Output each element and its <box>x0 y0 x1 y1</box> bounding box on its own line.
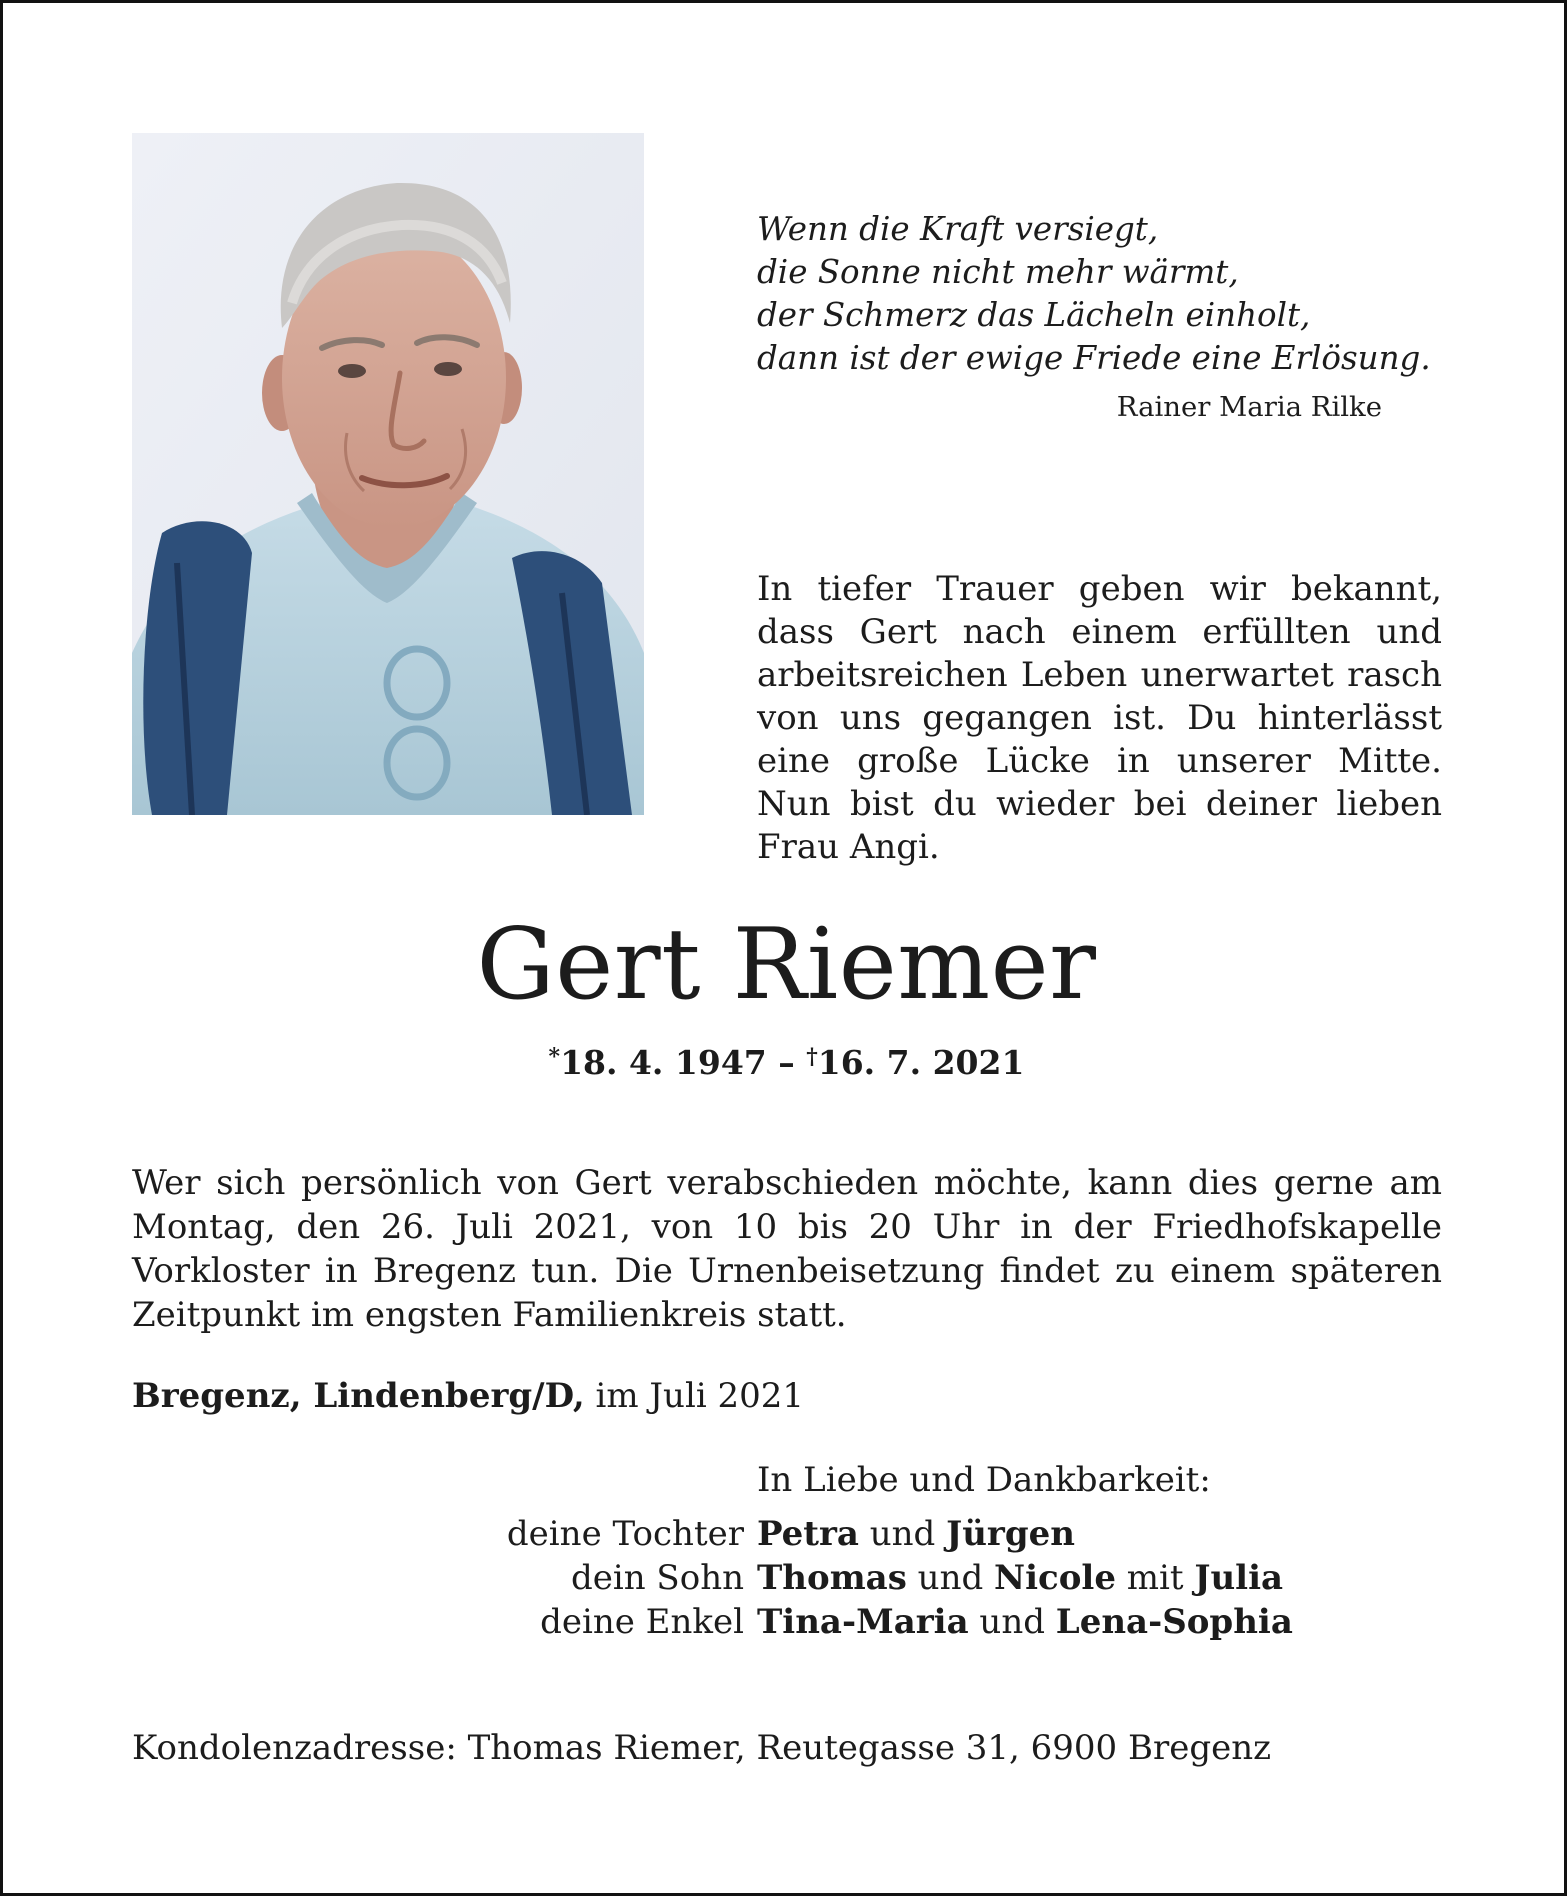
announcement-text: In tiefer Trauer geben wir bekannt, dass Gert nach einem erfüllten und arbeitsreichen Leben unerwartet rasch von uns gegangen ist. Du hinterlässt eine große Lücke in unserer Mitte. Nun bist du wieder bei deiner lieben Frau Angi. <box>757 569 1442 867</box>
quote-line: die Sonne nicht mehr wärmt, <box>757 253 1239 291</box>
family-row <box>3 1600 1567 1644</box>
rilke-quote <box>757 208 1431 380</box>
life-dates <box>3 1041 1567 1089</box>
portrait-illustration <box>132 133 644 815</box>
portrait-photo <box>132 133 644 815</box>
family-name: Julia <box>1194 1558 1284 1598</box>
family-names <box>757 1512 1075 1556</box>
family-name: Thomas <box>757 1558 907 1598</box>
family-conjunction: und <box>968 1602 1056 1642</box>
thanks-heading: In Liebe und Dankbarkeit: <box>757 1460 1211 1500</box>
family-relation: deine Tochter <box>506 1514 744 1554</box>
family-name: Petra <box>757 1514 859 1554</box>
family-names <box>757 1556 1283 1600</box>
family-name: Tina-Maria <box>757 1602 969 1642</box>
death-symbol: † <box>806 1044 818 1070</box>
quote-author: Rainer Maria Rilke <box>1116 391 1382 423</box>
family-names <box>757 1600 1293 1644</box>
deceased-name: Gert Riemer <box>476 908 1097 1022</box>
date-separator: – <box>766 1043 807 1082</box>
family-conjunction: mit <box>1115 1558 1195 1598</box>
family-conjunction: und <box>906 1558 995 1598</box>
family-name: Nicole <box>994 1558 1116 1598</box>
birth-date: 18. 4. 1947 <box>560 1043 767 1082</box>
condolence-address: Kondolenzadresse: Thomas Riemer, Reutegasse 31, 6900 Bregenz <box>132 1728 1272 1768</box>
family-relation: deine Enkel <box>540 1602 744 1642</box>
place-date: im Juli 2021 <box>584 1376 805 1416</box>
place-date-line <box>132 1374 1132 1418</box>
family-row <box>3 1556 1567 1600</box>
place-location: Bregenz, Lindenberg/D, <box>132 1376 585 1416</box>
birth-symbol: * <box>548 1044 561 1070</box>
farewell-text: Wer sich persönlich von Gert verabschieden möchte, kann dies gerne am Montag, den 26. Juli 2021, von 10 bis 20 Uhr in der Friedhofskapelle Vorkloster in Bregenz tun. Die Urnenbeisetzung findet zu einem späteren Zeitpunkt im engsten Familienkreis statt. <box>132 1163 1442 1335</box>
family-conjunction: und <box>858 1514 947 1554</box>
death-date: 16. 7. 2021 <box>817 1043 1025 1082</box>
family-name: Jürgen <box>946 1514 1075 1554</box>
family-name: Lena-Sophia <box>1055 1602 1293 1642</box>
quote-line: dann ist der ewige Friede eine Erlösung. <box>757 339 1431 377</box>
quote-line: Wenn die Kraft versiegt, <box>757 210 1159 248</box>
family-relation: dein Sohn <box>570 1558 744 1598</box>
family-row <box>3 1512 1567 1556</box>
quote-line: der Schmerz das Lächeln einholt, <box>757 296 1311 334</box>
